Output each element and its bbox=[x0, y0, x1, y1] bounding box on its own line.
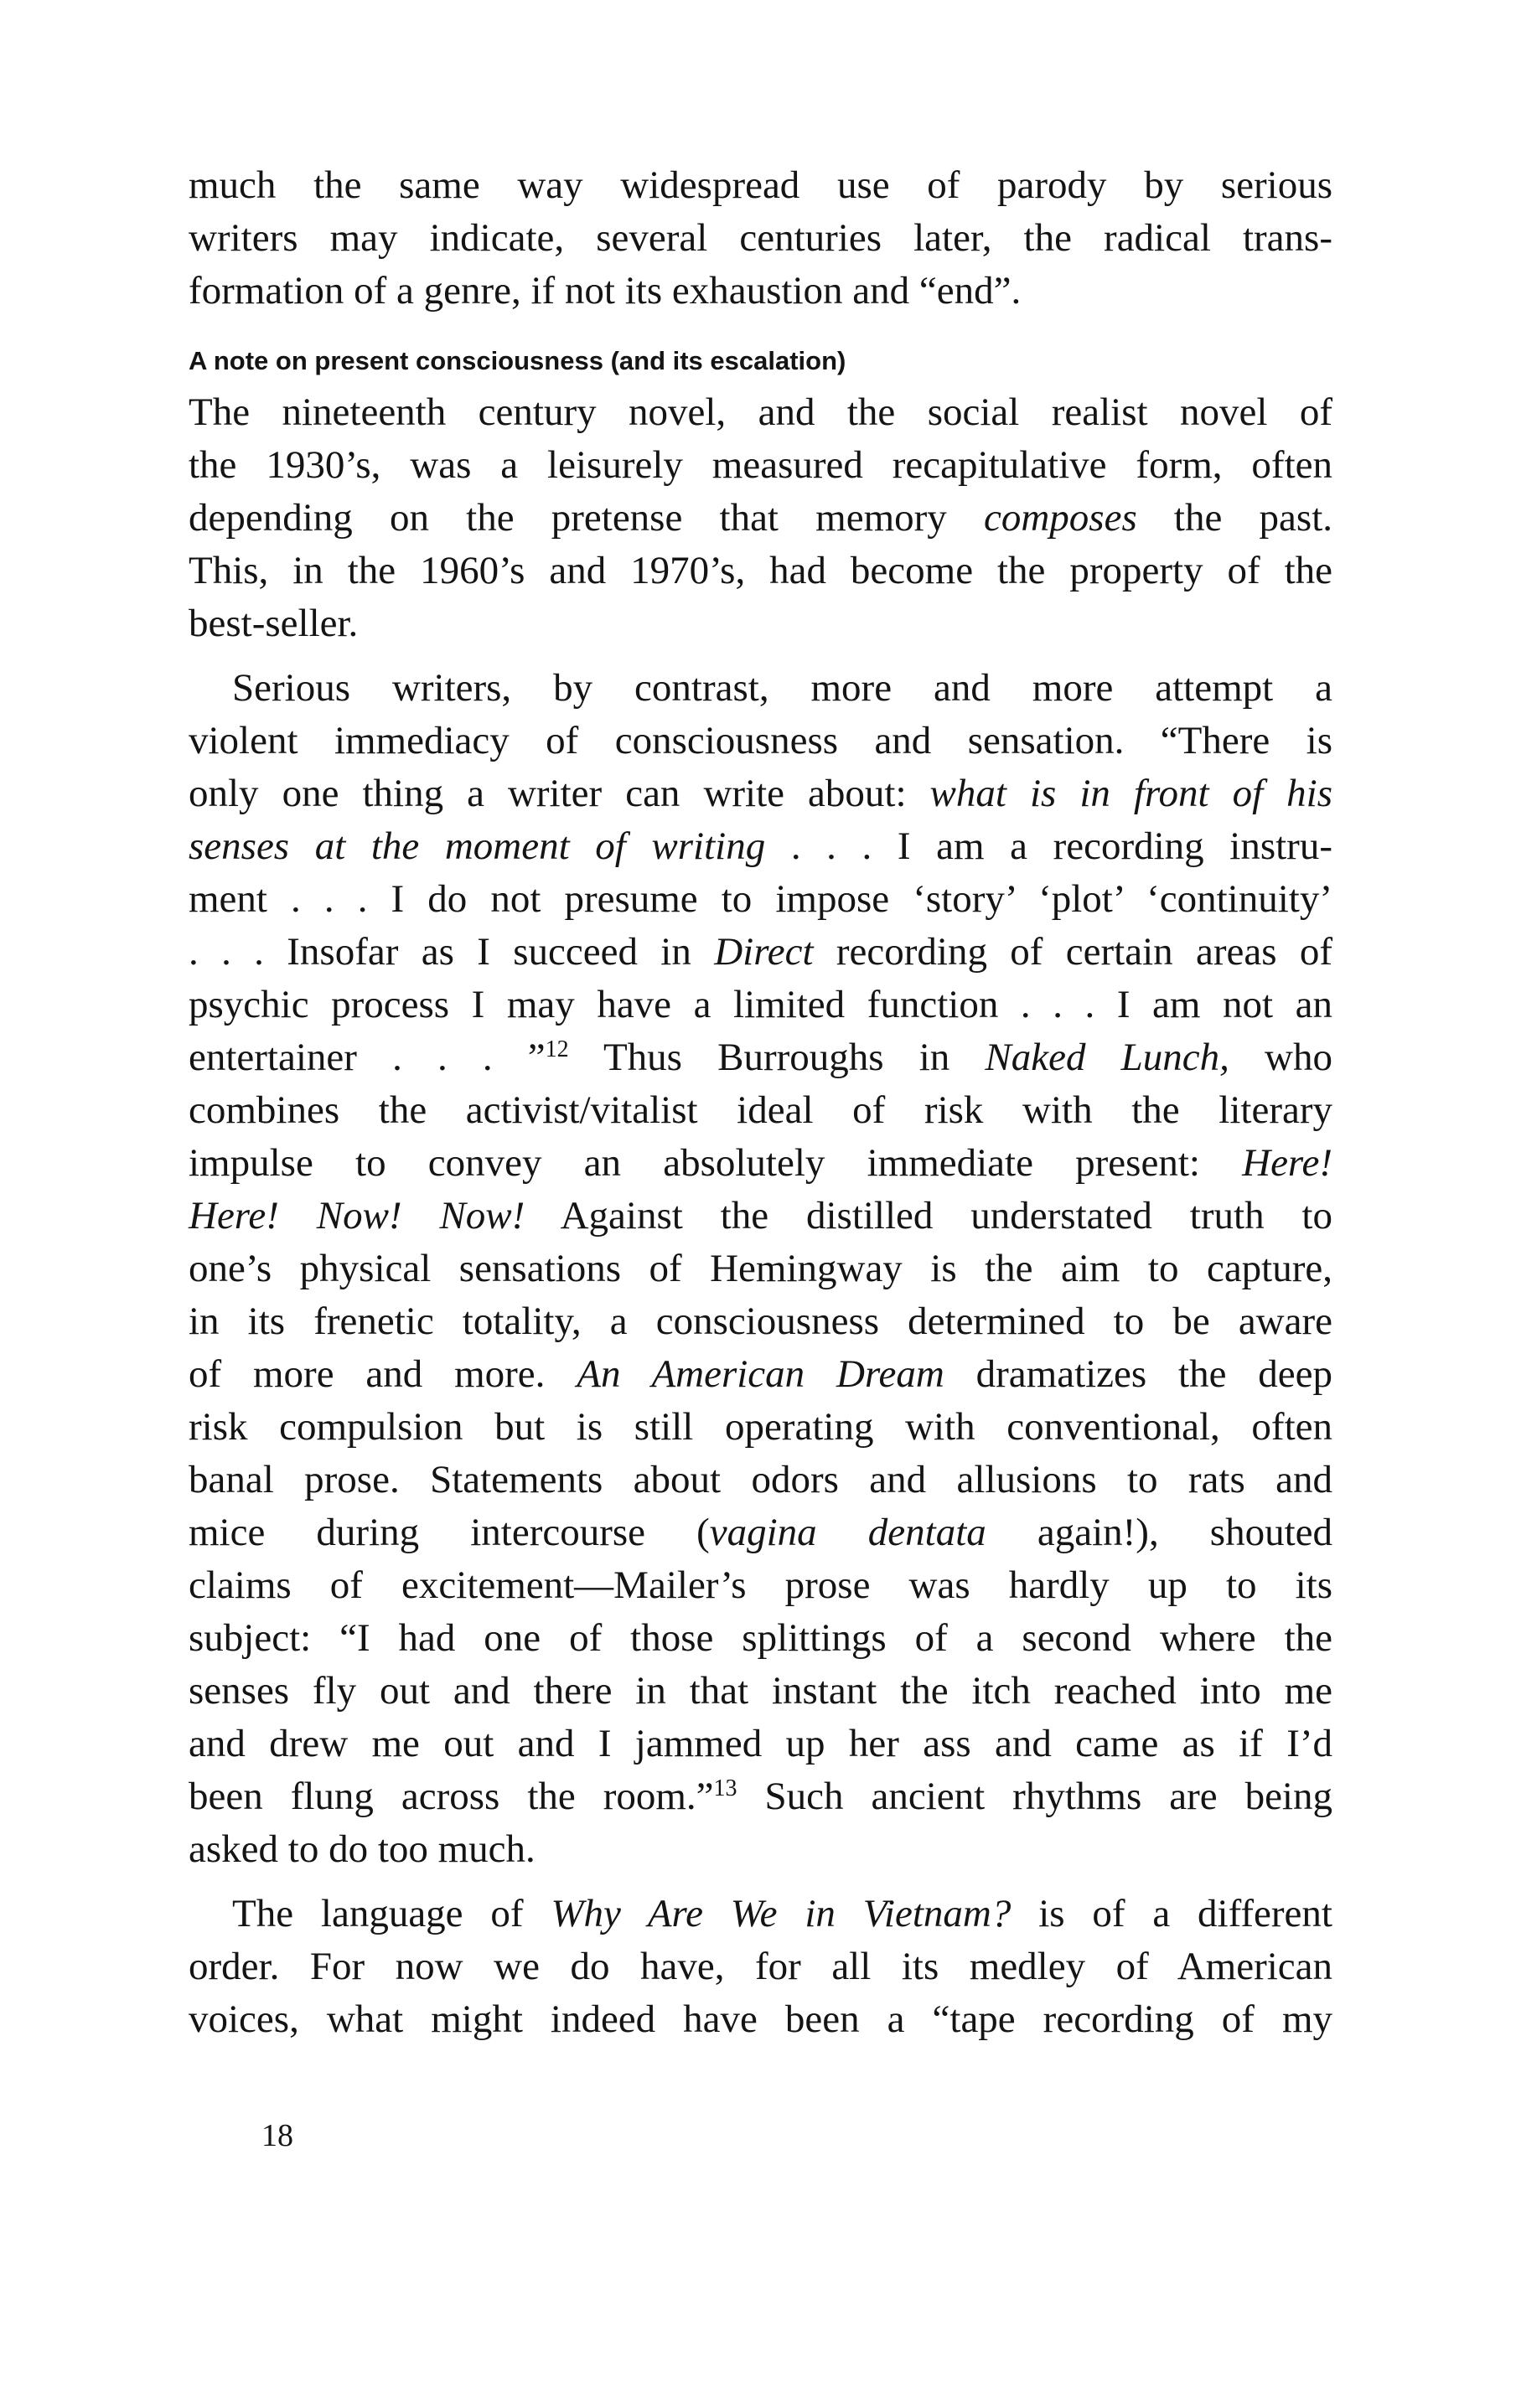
text-line: ment . . . I do not presume to impose ‘story’ ‘plot’ ‘continuity’ bbox=[189, 877, 1332, 921]
text-line: Serious writers, by contrast, more and more attempt a bbox=[232, 666, 1332, 710]
text-line: writers may indicate, several centuries later, the radical trans- bbox=[189, 216, 1332, 260]
text-line: entertainer . . . ”$^{12}$ Thus Burroughs in Naked Lunch, who bbox=[189, 1036, 1333, 1079]
text-line: risk compulsion but is still operating with conventional, often bbox=[189, 1405, 1332, 1449]
page-number: 18 bbox=[261, 2118, 293, 2153]
text-line: subject: “I had one of those splittings of a second where the bbox=[189, 1616, 1332, 1660]
text-line: psychic process I may have a limited function . . . I am not an bbox=[189, 983, 1332, 1026]
text-line: senses at the moment of writing . . . I am a recording instru- bbox=[189, 824, 1332, 868]
footnote-ref: 12 bbox=[545, 1036, 569, 1062]
text-line: banal prose. Statements about odors and allusions to rats and bbox=[189, 1458, 1332, 1501]
text-line: depending on the pretense that memory composes the past. bbox=[189, 496, 1332, 540]
text-line: of more and more. An American Dream dramatizes the deep bbox=[189, 1352, 1333, 1396]
text-line: Here! Now! Now! Against the distilled understated truth to bbox=[189, 1194, 1332, 1238]
text-line: violent immediacy of consciousness and sensation. “There is bbox=[189, 719, 1332, 762]
text-line: This, in the 1960’s and 1970’s, had become the property of the bbox=[189, 549, 1332, 592]
text-line: impulse to convey an absolutely immediate present: Here! bbox=[189, 1141, 1332, 1185]
text-line: formation of a genre, if not its exhaustion and “end”. bbox=[189, 269, 1022, 313]
text-line: voices, what might indeed have been a “tape recording of my bbox=[189, 1997, 1332, 2041]
footnote-ref: 13 bbox=[713, 1775, 737, 1801]
text-line: one’s physical sensations of Hemingway is the aim to capture, bbox=[189, 1247, 1332, 1290]
text-line: been flung across the room.”$^{13}$ Such ancient rhythms are being bbox=[189, 1775, 1332, 1818]
text-line: combines the activist/vitalist ideal of risk with the literary bbox=[189, 1088, 1332, 1132]
text-line: only one thing a writer can write about: what is in front of his bbox=[189, 772, 1332, 815]
text-line: The nineteenth century novel, and the social realist novel of bbox=[189, 390, 1332, 434]
text-line: best-seller. bbox=[189, 602, 359, 645]
text-line: senses fly out and there in that instant the itch reached into me bbox=[189, 1669, 1332, 1713]
text-line: much the same way widespread use of parody by serious bbox=[189, 163, 1332, 207]
text-line: order. For now we do have, for all its medley of American bbox=[189, 1945, 1332, 1988]
text-line: asked to do too much. bbox=[189, 1827, 536, 1871]
text-line: . . . Insofar as I succeed in Direct recording of certain areas of bbox=[189, 930, 1333, 974]
text-line: in its frenetic totality, a consciousness determined to be aware bbox=[189, 1300, 1332, 1343]
text-line: the 1930’s, was a leisurely measured recapitulative form, often bbox=[189, 443, 1332, 487]
page-body bbox=[189, 159, 1332, 2046]
section-heading: A note on present consciousness (and its escalation) bbox=[189, 346, 846, 375]
text-line: claims of excitement—Mailer’s prose was hardly up to its bbox=[189, 1563, 1332, 1607]
text-line: The language of Why Are We in Vietnam? is of a different bbox=[232, 1892, 1332, 1935]
text-line: mice during intercourse (vagina dentata again!), shouted bbox=[189, 1511, 1332, 1554]
text-line: and drew me out and I jammed up her ass and came as if I’d bbox=[189, 1722, 1332, 1765]
